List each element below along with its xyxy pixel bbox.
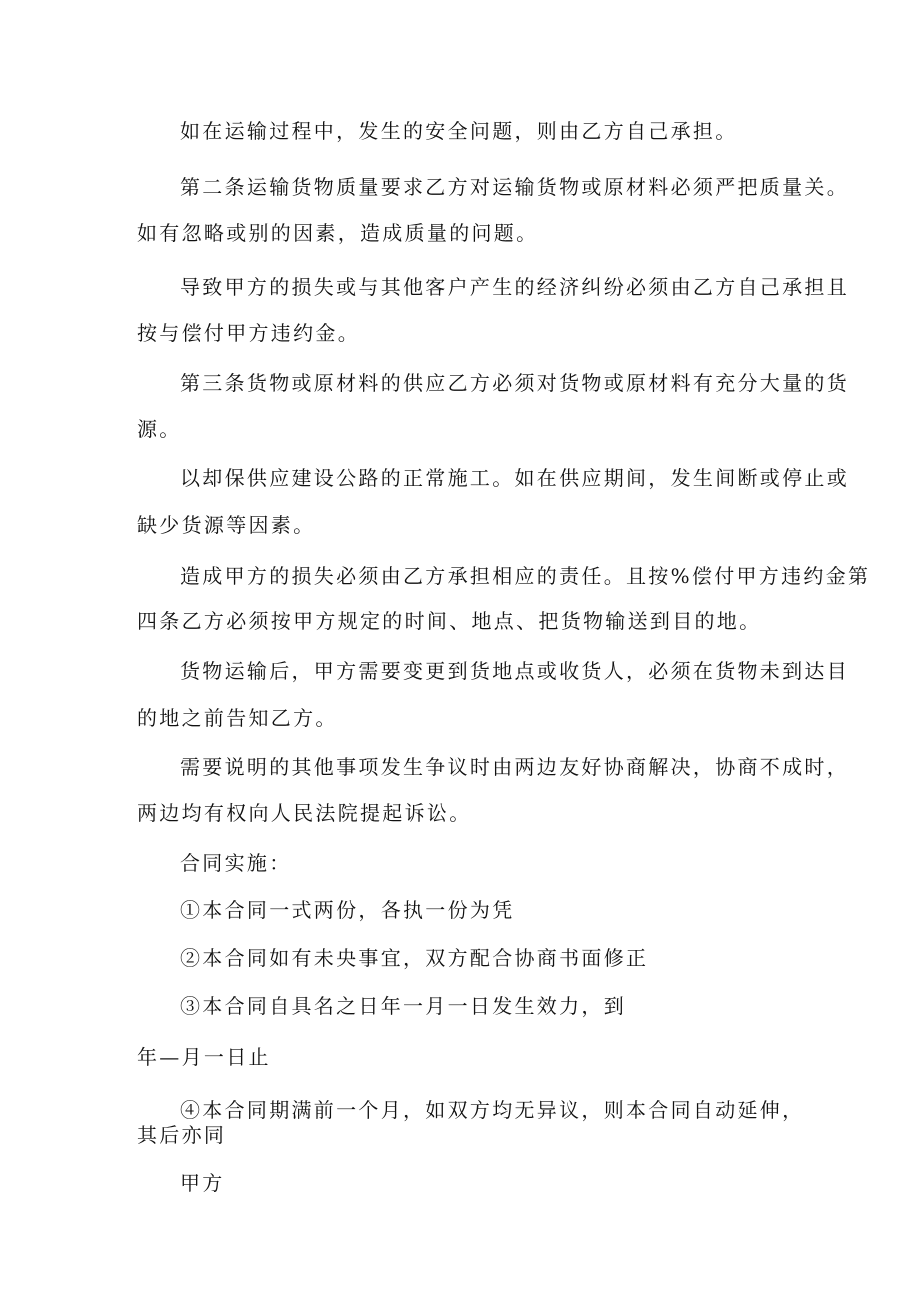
paragraph-supply-line-1: 以却保供应建设公路的正常施工。如在供应期间，发生间断或停止或 — [180, 466, 849, 490]
clause-2: ②本合同如有未央事宜，双方配合协商书面修正 — [180, 946, 649, 970]
paragraph-supply-line-2: 缺少货源等因素。 — [137, 513, 316, 537]
paragraph-dispute-line-1: 需要说明的其他事项发生争议时由两边友好协商解决，协商不成时， — [180, 755, 849, 779]
party-a-label: 甲方 — [180, 1171, 225, 1195]
clause-1: ①本合同一式两份，各执一份为凭 — [180, 898, 515, 922]
paragraph-article-2-line-2: 如有忽略或别的因素，造成质量的问题。 — [137, 221, 539, 245]
section-heading-contract-implementation: 合同实施： — [180, 851, 292, 875]
paragraph-loss-liability-line-2: 按与偿付甲方违约金。 — [137, 321, 360, 345]
paragraph-article-4-line-1: 造成甲方的损失必须由乙方承担相应的责任。且按%偿付甲方违约金第 — [180, 564, 871, 588]
paragraph-article-4-line-2: 四条乙方必须按甲方规定的时间、地点、把货物输送到目的地。 — [137, 609, 762, 633]
paragraph-dispute-line-2: 两边均有权向人民法院提起诉讼。 — [137, 801, 472, 825]
paragraph-transport-safety: 如在运输过程中，发生的安全问题，则由乙方自己承担。 — [180, 119, 738, 143]
clause-3-line-2: 年—月一日止 — [137, 1045, 271, 1069]
paragraph-article-3-line-1: 第三条货物或原材料的供应乙方必须对货物或原材料有充分大量的货 — [180, 371, 849, 395]
clause-4-line-2: 其后亦同 — [137, 1123, 227, 1147]
clause-3-line-1: ③本合同自具名之日年一月一日发生效力，到 — [180, 994, 626, 1018]
paragraph-article-2-line-1: 第二条运输货物质量要求乙方对运输货物或原材料必须严把质量关。 — [180, 175, 849, 199]
clause-4-line-1: ④本合同期满前一个月，如双方均无异议，则本合同自动延伸， — [180, 1098, 805, 1122]
paragraph-change-destination-line-1: 货物运输后，甲方需要变更到货地点或收货人，必须在货物未到达目 — [180, 659, 849, 683]
paragraph-article-3-line-2: 源。 — [137, 417, 182, 441]
paragraph-change-destination-line-2: 的地之前告知乙方。 — [137, 706, 338, 730]
paragraph-loss-liability-line-1: 导致甲方的损失或与其他客户产生的经济纠纷必须由乙方自己承担且 — [180, 275, 849, 299]
